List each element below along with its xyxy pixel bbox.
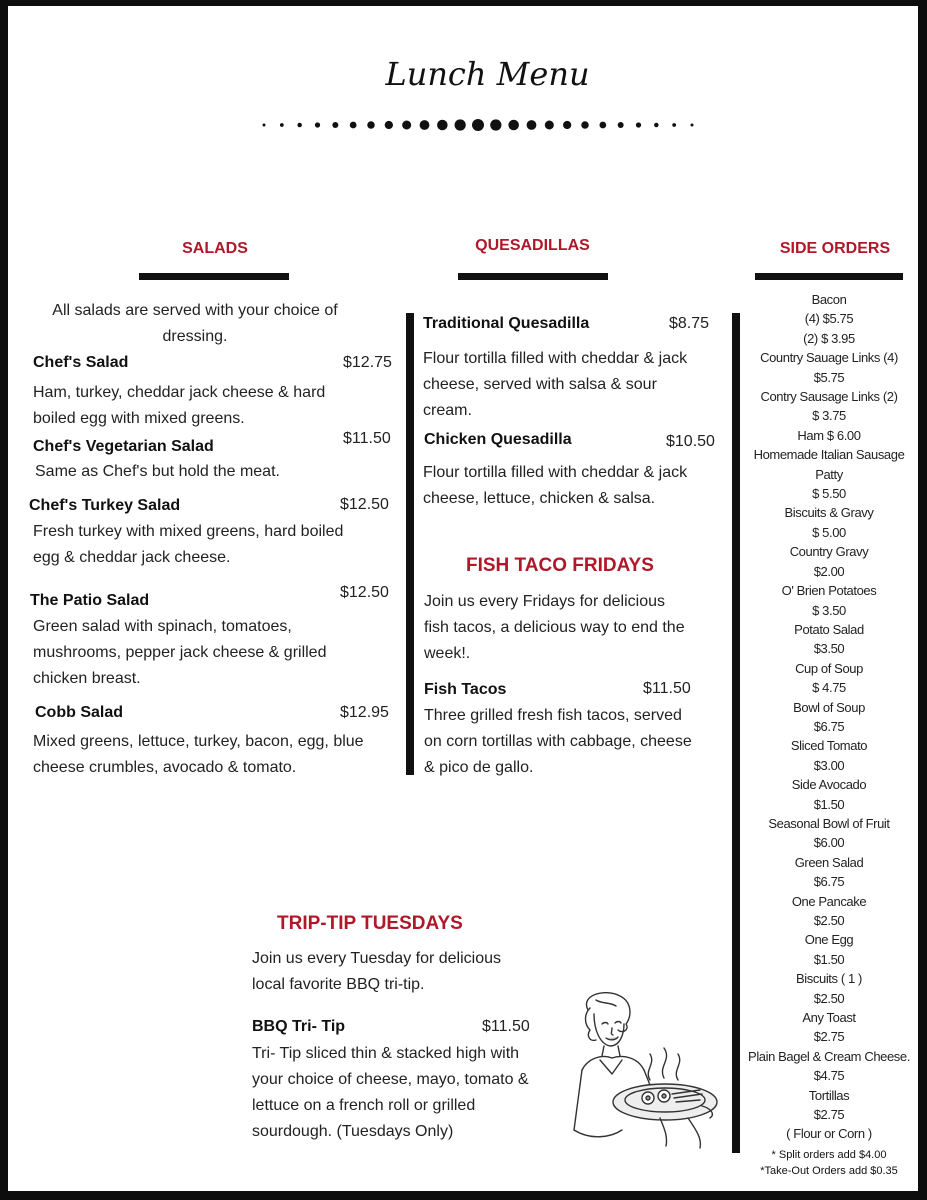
divider-dot — [437, 120, 448, 131]
side-order-line: $ 3.50 — [812, 602, 846, 618]
divider-dot — [618, 122, 624, 128]
salad-price-3: $12.50 — [340, 584, 389, 601]
side-order-line: Seasonal Bowl of Fruit — [768, 815, 890, 831]
side-order-line: One Egg — [804, 932, 854, 948]
frame-left — [0, 0, 8, 1200]
salad-price-0: $12.75 — [343, 354, 392, 371]
fish-taco-heading: FISH TACO FRIDAYS — [466, 555, 654, 576]
side-order-line: Sliced Tomato — [790, 738, 868, 754]
side-order-line: Country Sauage Links (4) — [760, 350, 898, 366]
divider-dot — [455, 119, 466, 130]
divider-dot — [654, 123, 659, 128]
quesadillas-heading-bar — [458, 273, 608, 280]
tri-tip-heading: TRIP-TIP TUESDAYS — [277, 913, 463, 934]
quesadilla-name-1: Chicken Quesadilla — [424, 431, 572, 448]
side-order-line: $1.50 — [813, 951, 845, 967]
side-order-line: Any Toast — [802, 1010, 856, 1026]
side-order-line: Biscuits & Gravy — [784, 505, 874, 521]
divider-dot — [402, 121, 411, 130]
side-order-line: Side Avocado — [791, 777, 867, 793]
side-order-line: Bacon — [811, 292, 847, 307]
divider-dot — [385, 121, 393, 129]
side-order-line: $6.75 — [813, 874, 845, 890]
side-order-line: $2.75 — [813, 1029, 845, 1045]
divider-dot — [420, 120, 430, 130]
side-order-line: $ 4.75 — [812, 680, 846, 696]
tri-tip-name: BBQ Tri- Tip — [252, 1018, 346, 1035]
salad-name-4: Cobb Salad — [35, 704, 124, 721]
salad-name-1: Chef's Vegetarian Salad — [33, 438, 214, 455]
side-order-line: Country Gravy — [789, 544, 869, 560]
title-dots-divider — [258, 117, 698, 133]
divider-dot — [263, 124, 266, 127]
quesadillas-vertical-bar — [406, 313, 414, 775]
side-orders-list — [740, 290, 918, 1144]
quesadilla-name-0: Traditional Quesadilla — [423, 315, 590, 332]
quesadillas-heading: QUESADILLAS — [475, 237, 590, 254]
side-order-line: Ham $ 6.00 — [797, 427, 861, 443]
divider-dot — [490, 119, 501, 130]
side-note-0: * Split orders add $4.00 — [771, 1149, 887, 1161]
side-orders-heading-bar — [755, 273, 903, 280]
divider-dot — [332, 122, 338, 128]
side-order-line: $2.00 — [813, 563, 845, 579]
quesadilla-price-1: $10.50 — [666, 433, 715, 450]
side-order-line: $ 5.50 — [812, 486, 846, 502]
side-order-line: Patty — [815, 466, 843, 482]
side-orders-notes — [740, 1147, 918, 1179]
salad-desc-1: Same as Chef's but hold the meat. — [35, 463, 280, 480]
divider-dot — [350, 122, 357, 129]
side-order-line: Green Salad — [794, 854, 864, 870]
side-orders-heading: SIDE ORDERS — [779, 240, 891, 257]
divider-dot — [581, 121, 589, 129]
side-order-line: Biscuits ( 1 ) — [796, 971, 862, 987]
side-order-line: Plain Bagel & Cream Cheese. — [748, 1048, 910, 1064]
side-order-line: $4.75 — [813, 1068, 845, 1084]
side-order-line: $ 3.75 — [812, 408, 846, 424]
tri-tip-desc: Tri- Tip sliced thin & stacked high with your choice of cheese, mayo, tomato & lettuce on a french roll or grilled sourdough. (Tuesdays Only) — [252, 1045, 529, 1140]
side-order-line: Cup of Soup — [795, 660, 863, 676]
salad-price-1: $11.50 — [343, 430, 391, 447]
salad-name-0: Chef's Salad — [33, 354, 129, 371]
salad-desc-2: Fresh turkey with mixed greens, hard boiled egg & cheddar jack cheese. — [33, 523, 344, 566]
side-order-line: Tortillas — [808, 1087, 850, 1103]
salad-price-2: $12.50 — [340, 496, 389, 513]
divider-dot — [472, 119, 484, 131]
divider-dot — [691, 124, 694, 127]
side-order-line: Contry Sausage Links (2) — [760, 389, 898, 405]
side-order-line: (4) $5.75 — [804, 311, 854, 327]
salads-heading-bar — [139, 273, 289, 280]
divider-dot — [545, 121, 554, 130]
salad-name-3: The Patio Salad — [30, 592, 150, 609]
side-order-line: One Pancake — [791, 893, 867, 909]
side-order-line: $2.50 — [813, 990, 845, 1006]
side-order-line: $3.50 — [813, 641, 845, 657]
divider-dot — [367, 121, 375, 129]
divider-dot — [636, 122, 641, 127]
divider-dot — [315, 122, 320, 127]
side-order-line: Homemade Italian Sausage — [753, 447, 905, 463]
fish-taco-name: Fish Tacos — [424, 681, 507, 698]
side-order-line: $ 5.00 — [812, 524, 846, 540]
menu-title: Lunch Menu — [385, 55, 590, 93]
side-order-line: $3.00 — [813, 757, 845, 773]
divider-dot — [563, 121, 571, 129]
salad-desc-0: Ham, turkey, cheddar jack cheese & hard boiled egg with mixed greens. — [33, 384, 326, 427]
salad-desc-4: Mixed greens, lettuce, turkey, bacon, egg, blue cheese crumbles, avocado & tomato. — [33, 733, 364, 776]
side-order-line: Bowl of Soup — [793, 699, 865, 715]
salad-desc-3: Green salad with spinach, tomatoes, mushrooms, pepper jack cheese & grilled chicken breast. — [33, 618, 327, 687]
side-order-line: ( Flour or Corn ) — [786, 1126, 872, 1142]
side-order-line: $1.50 — [813, 796, 845, 812]
divider-dot — [527, 120, 537, 130]
side-order-line: (2) $ 3.95 — [803, 330, 855, 346]
salad-price-4: $12.95 — [340, 704, 389, 721]
divider-dot — [599, 122, 606, 129]
quesadilla-desc-0: Flour tortilla filled with cheddar & jack cheese, served with salsa & sour cream. — [423, 350, 688, 419]
side-note-1: *Take-Out Orders add $0.35 — [760, 1165, 898, 1177]
fish-taco-desc: Three grilled fresh fish tacos, served on corn tortillas with cabbage, cheese & pico de gallo. — [424, 707, 692, 776]
salads-intro: All salads are served with your choice of dressing. — [52, 302, 338, 345]
side-order-line: $6.00 — [813, 835, 845, 851]
frame-right — [918, 0, 927, 1200]
divider-dot — [508, 120, 519, 131]
side-order-line: $6.75 — [813, 718, 845, 734]
quesadilla-desc-1: Flour tortilla filled with cheddar & jack cheese, lettuce, chicken & salsa. — [423, 464, 688, 507]
fish-taco-price: $11.50 — [643, 680, 691, 697]
side-order-line: $2.50 — [813, 913, 845, 928]
frame-bottom — [0, 1191, 927, 1200]
quesadilla-price-0: $8.75 — [669, 315, 710, 332]
side-order-line: $2.75 — [813, 1107, 845, 1123]
side-order-line: Potato Salad — [794, 621, 864, 637]
frame-top — [0, 0, 927, 6]
tri-tip-intro: Join us every Tuesday for delicious local favorite BBQ tri-tip. — [252, 950, 502, 993]
salads-heading: SALADS — [182, 240, 248, 257]
salad-name-2: Chef's Turkey Salad — [29, 497, 181, 514]
waitress-illustration — [560, 990, 740, 1150]
divider-dot — [280, 123, 284, 127]
tri-tip-price: $11.50 — [482, 1018, 530, 1035]
divider-dot — [672, 123, 676, 127]
side-order-line: O' Brien Potatoes — [781, 583, 877, 599]
fish-taco-intro: Join us every Fridays for delicious fish tacos, a delicious way to end the week!. — [424, 593, 685, 662]
side-orders-vertical-bar — [732, 313, 740, 1153]
divider-dot — [297, 123, 302, 128]
side-order-line: $5.75 — [813, 369, 845, 385]
